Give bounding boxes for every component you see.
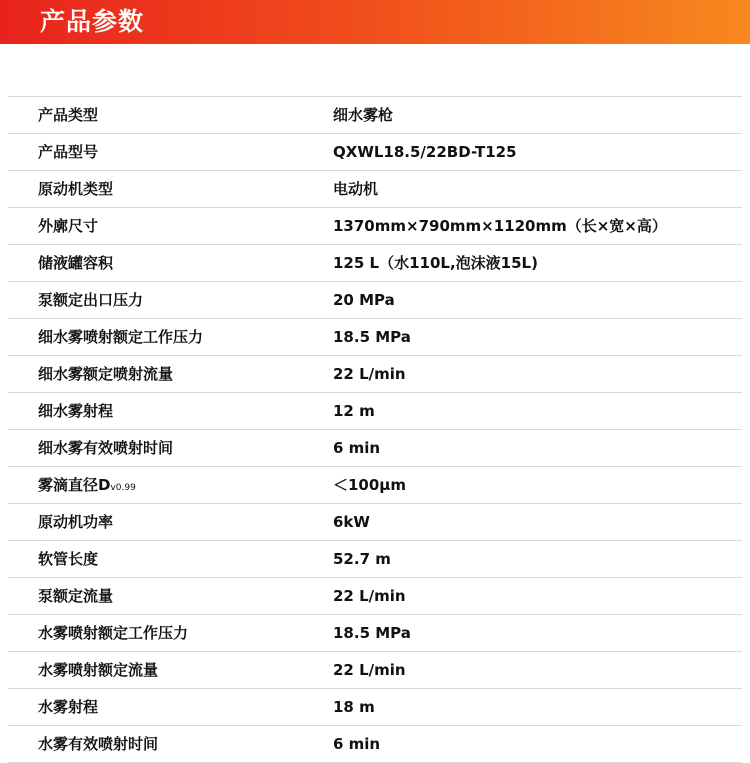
spec-row <box>8 652 742 689</box>
spec-table <box>8 96 742 763</box>
spec-label: 水雾喷射额定工作压力 <box>38 624 189 642</box>
spec-label: 细水雾喷射额定工作压力 <box>38 328 204 346</box>
spec-value: 细水雾枪 <box>333 106 394 124</box>
spec-label: 原动机类型 <box>38 180 114 198</box>
spec-row <box>8 97 742 134</box>
spec-row <box>8 134 742 171</box>
header-banner <box>0 0 750 44</box>
spec-label: 细水雾额定喷射流量 <box>38 365 174 383</box>
spec-label: 细水雾有效喷射时间 <box>38 439 174 457</box>
spec-row <box>8 726 742 763</box>
spec-value: 52.7 m <box>333 550 391 568</box>
spec-value: 6 min <box>333 735 381 753</box>
spec-value: 6kW <box>333 513 370 531</box>
spec-row <box>8 689 742 726</box>
spec-row <box>8 356 742 393</box>
spec-label: 泵额定流量 <box>38 587 114 605</box>
spec-value: 12 m <box>333 402 375 420</box>
spec-label: 泵额定出口压力 <box>38 291 144 309</box>
spec-label: 水雾有效喷射时间 <box>38 735 159 753</box>
spec-value: 18.5 MPa <box>333 624 411 642</box>
spec-row <box>8 171 742 208</box>
spec-label: 软管长度 <box>38 550 99 568</box>
spec-row <box>8 319 742 356</box>
spec-value: 电动机 <box>333 180 379 198</box>
spec-label-main: 雾滴直径D <box>38 476 111 494</box>
spec-label: 产品型号 <box>38 143 99 161</box>
spec-row <box>8 393 742 430</box>
spec-row <box>8 430 742 467</box>
spec-row <box>8 504 742 541</box>
spec-value: 22 L/min <box>333 365 406 383</box>
spec-value: 125 L（水110L,泡沫液15L) <box>333 254 538 272</box>
spec-label: 储液罐容积 <box>38 254 114 272</box>
spec-value: 18.5 MPa <box>333 328 411 346</box>
spec-row <box>8 541 742 578</box>
spec-label: 产品类型 <box>38 106 99 124</box>
spec-row <box>8 245 742 282</box>
spec-label: 外廓尺寸 <box>38 217 99 235</box>
spec-row <box>8 282 742 319</box>
spec-value: 20 MPa <box>333 291 395 309</box>
spec-value: QXWL18.5/22BD-T125 <box>333 143 517 161</box>
spec-row <box>8 615 742 652</box>
spec-value: 1370mm×790mm×1120mm（长×宽×高） <box>333 217 667 235</box>
spec-value: 22 L/min <box>333 661 406 679</box>
spec-value: 18 m <box>333 698 375 716</box>
spec-label-subscript: v0.99 <box>110 483 136 493</box>
spec-row <box>8 208 742 245</box>
spec-value: ＜100μm <box>333 476 406 494</box>
spec-label: 细水雾射程 <box>38 402 114 420</box>
page-title: 产品参数 <box>40 7 145 36</box>
spec-row <box>8 578 742 615</box>
spec-value: 6 min <box>333 439 381 457</box>
spec-label <box>38 467 136 506</box>
spec-label: 原动机功率 <box>38 513 114 531</box>
spec-label: 水雾射程 <box>38 698 99 716</box>
spec-label: 水雾喷射额定流量 <box>38 661 159 679</box>
spec-value: 22 L/min <box>333 587 406 605</box>
spec-row <box>8 467 742 504</box>
